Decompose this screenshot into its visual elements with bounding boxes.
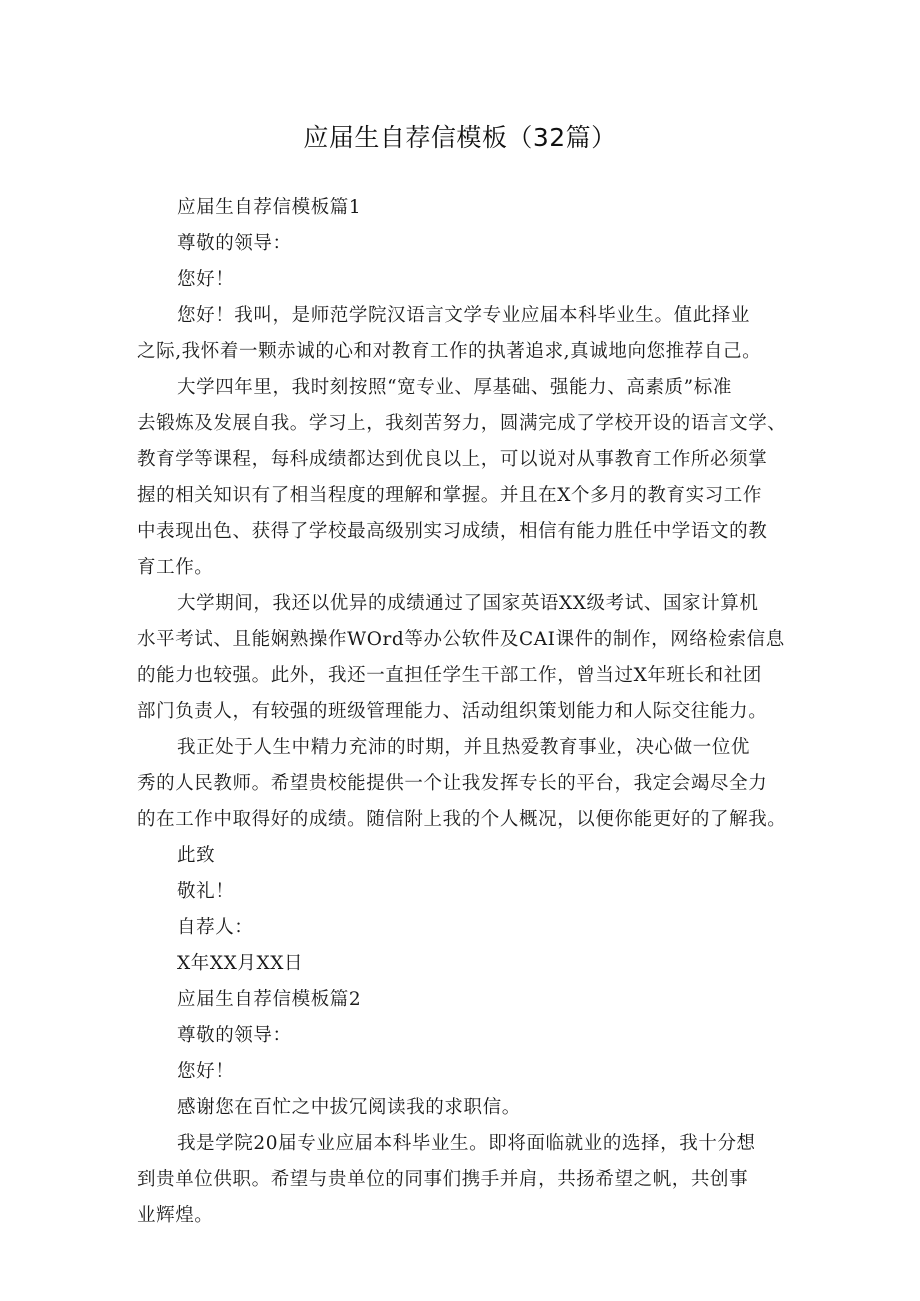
text-line: 秀的人民教师。希望贵校能提供一个让我发挥专长的平台，我定会竭尽全力: [137, 773, 768, 794]
text-line: 此致: [177, 845, 216, 866]
text-line: 之际,我怀着一颗赤诚的心和对教育工作的执著追求,真诚地向您推荐自己。: [137, 341, 762, 362]
text-line: 握的相关知识有了相当程度的理解和掌握。并且在X个多月的教育实习工作: [137, 485, 762, 506]
text-line: 到贵单位供职。希望与贵单位的同事们携手并肩，共扬希望之帆，共创事: [137, 1169, 749, 1190]
text-line: 我正处于人生中精力充沛的时期，并且热爱教育事业，决心做一位优: [177, 737, 751, 758]
text-line: 大学期间，我还以优异的成绩通过了国家英语XX级考试、国家计算机: [177, 593, 759, 614]
text-line: 教育学等课程，每科成绩都达到优良以上，可以说对从事教育工作所必须掌: [137, 449, 768, 470]
text-line: 尊敬的领导：: [177, 1025, 292, 1046]
text-line: 自荐人：: [177, 917, 254, 938]
text-line: 业辉煌。: [137, 1205, 214, 1226]
text-line: 的在工作中取得好的成绩。随信附上我的个人概况，以便你能更好的了解我。: [137, 809, 787, 830]
text-line: 敬礼！: [177, 881, 235, 902]
text-line: 部门负责人，有较强的班级管理能力、活动组织策划能力和人际交往能力。: [137, 701, 768, 722]
text-line: 大学四年里，我时刻按照“宽专业、厚基础、强能力、高素质”标准: [177, 377, 732, 398]
text-line: 中表现出色、获得了学校最高级别实习成绩，相信有能力胜任中学语文的教: [137, 521, 768, 542]
text-line: 的能力也较强。此外，我还一直担任学生干部工作，曾当过X年班长和社团: [137, 665, 762, 686]
text-line: 水平考试、且能娴熟操作WOrd等办公软件及CAI课件的制作，网络检索信息: [137, 629, 785, 650]
text-line: 您好！: [177, 269, 235, 290]
text-line: 我是学院20届专业应届本科毕业生。即将面临就业的选择，我十分想: [177, 1133, 756, 1154]
text-line: 感谢您在百忙之中拔冗阅读我的求职信。: [177, 1097, 521, 1118]
document-body: [137, 190, 792, 1234]
text-line: 去锻炼及发展自我。学习上，我刻苦努力，圆满完成了学校开设的语言文学、: [137, 413, 787, 434]
text-line: 尊敬的领导：: [177, 233, 292, 254]
text-line: 您好！我叫，是师范学院汉语言文学专业应届本科毕业生。值此择业: [177, 305, 751, 326]
text-line: X年XX月XX日: [177, 953, 304, 974]
text-line: 您好！: [177, 1061, 235, 1082]
document-title: 应届生自荐信模板（32篇）: [303, 123, 617, 152]
text-line: 应届生自荐信模板篇2: [177, 989, 362, 1010]
text-line: 育工作。: [137, 557, 214, 578]
text-line: 应届生自荐信模板篇1: [177, 197, 362, 218]
